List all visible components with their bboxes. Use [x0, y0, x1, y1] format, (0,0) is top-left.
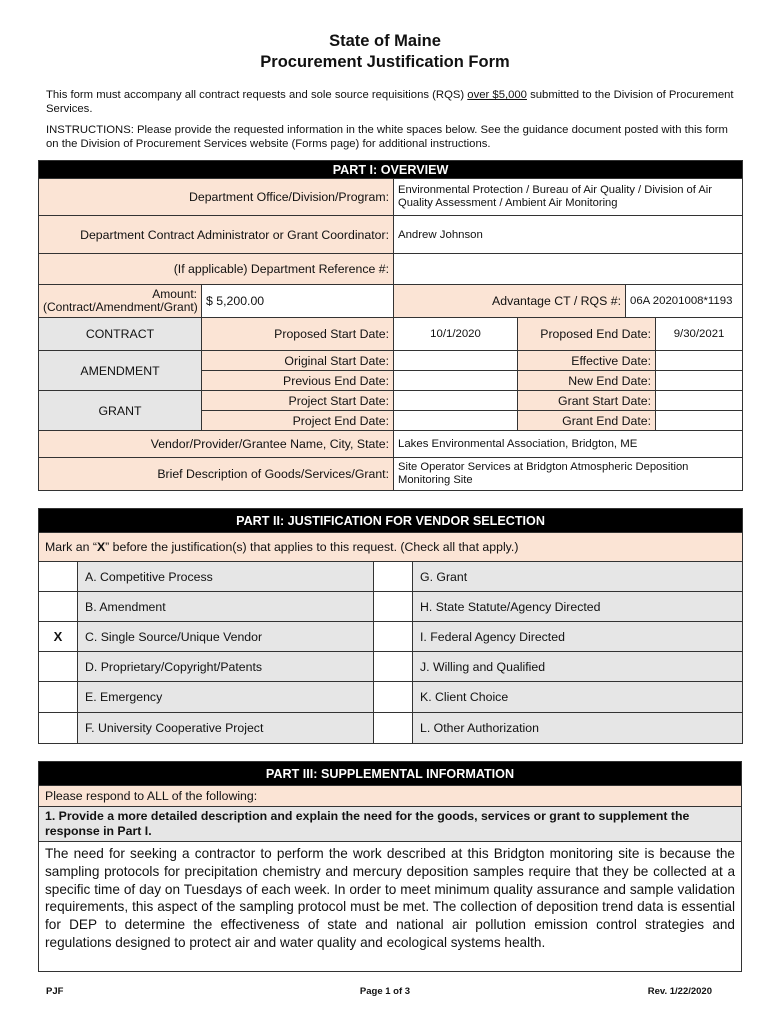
part1-table [38, 160, 743, 491]
grant-start-label: Grant Start Date: [518, 391, 656, 411]
form-title-line1: State of Maine [329, 32, 441, 50]
option-h: H. State Statute/Agency Directed [413, 592, 743, 622]
option-l: L. Other Authorization [413, 713, 743, 744]
vendor-field[interactable]: Lakes Environmental Association, Bridgton, ME [394, 431, 743, 458]
grant-end-label: Grant End Date: [518, 411, 656, 431]
effective-field[interactable] [656, 351, 743, 371]
admin-field[interactable]: Andrew Johnson [394, 216, 743, 254]
amount-label: Amount: (Contract/Amendment/Grant) [39, 285, 202, 318]
contract-label: CONTRACT [39, 318, 202, 351]
proposed-end-field[interactable]: 9/30/2021 [656, 318, 743, 351]
question-1: 1. Provide a more detailed description and explain the need for the goods, services or grant to supplement the response in Part I. [39, 807, 742, 842]
checkbox-d[interactable] [39, 652, 78, 682]
advantage-field[interactable]: 06A 20201008*1193 [626, 285, 743, 318]
checkbox-b[interactable] [39, 592, 78, 622]
grant-label: GRANT [39, 391, 202, 431]
advantage-label: Advantage CT / RQS #: [394, 285, 626, 318]
project-end-label: Project End Date: [202, 411, 394, 431]
option-d: D. Proprietary/Copyright/Patents [78, 652, 374, 682]
ref-field[interactable] [394, 254, 743, 285]
option-i: I. Federal Agency Directed [413, 622, 743, 652]
answer-1-field[interactable]: The need for seeking a contractor to perform the work described at this Bridgton monitoring site is because the sampling protocols for precipitation chemistry and mercury deposition samples require that they be collected at a specific time of day on Tuesdays of each week. In order to meet minimum quality assurance and sample validation requirements, this aspect of the sampling protocol must be met. The collection of deposition trend data is essential for DEP to determine the effectiveness of state and national air pollution emission control strategies and regulations designed to protect air and water quality and ecological systems health. [39, 842, 742, 972]
project-end-field[interactable] [394, 411, 518, 431]
option-f: F. University Cooperative Project [78, 713, 374, 744]
desc-field[interactable]: Site Operator Services at Bridgton Atmospheric Deposition Monitoring Site [394, 458, 743, 491]
effective-label: Effective Date: [518, 351, 656, 371]
part3-heading: PART III: SUPPLEMENTAL INFORMATION [39, 762, 742, 786]
admin-label: Department Contract Administrator or Grant Coordinator: [39, 216, 394, 254]
checkbox-f[interactable] [39, 713, 78, 744]
option-g: G. Grant [413, 562, 743, 592]
instruction-pre: Mark an “ [45, 540, 97, 554]
amount-field[interactable]: $ 5,200.00 [202, 285, 394, 318]
intro-text [46, 88, 740, 116]
option-k: K. Client Choice [413, 682, 743, 713]
checkbox-i[interactable] [374, 622, 413, 652]
checkbox-a[interactable] [39, 562, 78, 592]
footer-revision: Rev. 1/22/2020 [647, 986, 712, 997]
intro-threshold: over $5,000 [467, 89, 527, 101]
checkbox-j[interactable] [374, 652, 413, 682]
proposed-end-label: Proposed End Date: [518, 318, 656, 351]
option-e: E. Emergency [78, 682, 374, 713]
intro-part1: This form must accompany all contract requests and sole source requisitions (RQS) [46, 89, 468, 101]
part3-table [38, 761, 742, 972]
part1-heading: PART I: OVERVIEW [39, 161, 743, 179]
prev-end-field[interactable] [394, 371, 518, 391]
option-b: B. Amendment [78, 592, 374, 622]
part2-heading: PART II: JUSTIFICATION FOR VENDOR SELECTION [39, 509, 743, 533]
checkbox-g[interactable] [374, 562, 413, 592]
desc-label: Brief Description of Goods/Services/Grant: [39, 458, 394, 491]
new-end-label: New End Date: [518, 371, 656, 391]
part2-table [38, 508, 743, 744]
checkbox-e[interactable] [39, 682, 78, 713]
checkbox-h[interactable] [374, 592, 413, 622]
project-start-field[interactable] [394, 391, 518, 411]
orig-start-label: Original Start Date: [202, 351, 394, 371]
new-end-field[interactable] [656, 371, 743, 391]
checkbox-l[interactable] [374, 713, 413, 744]
checkbox-c[interactable]: X [39, 622, 78, 652]
footer-page-number: Page 1 of 3 [359, 986, 411, 997]
intro-part2: submitted to the Division of Procurement Services. [46, 89, 734, 115]
grant-start-field[interactable] [656, 391, 743, 411]
dept-field[interactable]: Environmental Protection / Bureau of Air Quality / Division of Air Quality Assessment / Ambient Air Monitoring [394, 179, 743, 216]
footer-form-code: PJF [46, 986, 64, 997]
proposed-start-label: Proposed Start Date: [202, 318, 394, 351]
option-j: J. Willing and Qualified [413, 652, 743, 682]
respond-instruction: Please respond to ALL of the following: [39, 786, 742, 807]
project-start-label: Project Start Date: [202, 391, 394, 411]
instruction-post: ” before the justification(s) that applies to this request. (Check all that apply.) [105, 540, 519, 554]
ref-label: (If applicable) Department Reference #: [39, 254, 394, 285]
option-a: A. Competitive Process [78, 562, 374, 592]
instruction-x: X [96, 540, 106, 554]
part2-instruction [39, 533, 743, 562]
amendment-label: AMENDMENT [39, 351, 202, 391]
grant-end-field[interactable] [656, 411, 743, 431]
form-title-line2: Procurement Justification Form [260, 53, 510, 71]
dept-label: Department Office/Division/Program: [39, 179, 394, 216]
prev-end-label: Previous End Date: [202, 371, 394, 391]
proposed-start-field[interactable]: 10/1/2020 [394, 318, 518, 351]
checkbox-k[interactable] [374, 682, 413, 713]
option-c: C. Single Source/Unique Vendor [78, 622, 374, 652]
orig-start-field[interactable] [394, 351, 518, 371]
instructions-text: INSTRUCTIONS: Please provide the requested information in the white spaces below. See the guidance document posted with this form on the Division of Procurement Services website (Forms page) for additional instructions. [46, 124, 728, 150]
vendor-label: Vendor/Provider/Grantee Name, City, State: [39, 431, 394, 458]
